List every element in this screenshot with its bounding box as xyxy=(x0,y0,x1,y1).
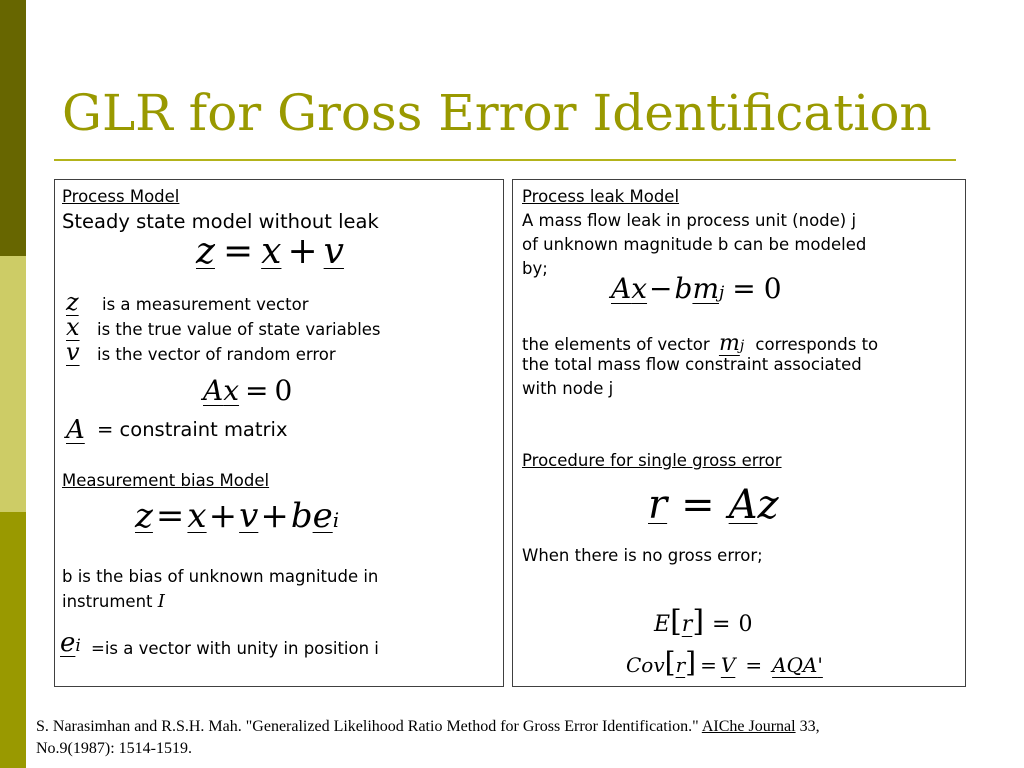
definition-z: is a measurement vector xyxy=(102,295,309,314)
process-leak-heading: Process leak Model xyxy=(522,187,680,206)
symbol-z: z xyxy=(66,288,79,316)
symbol-e-i: ei xyxy=(60,628,81,658)
symbol-x: x xyxy=(66,313,80,341)
citation-journal-link[interactable]: AIChe Journal xyxy=(701,718,796,735)
vector-description-line3: with node j xyxy=(522,379,614,398)
vector-description-line1: the elements of vector mj corresponds to xyxy=(522,331,879,356)
definition-v: is the vector of random error xyxy=(97,345,336,364)
sidebar-stripe xyxy=(0,0,26,768)
vector-description-line2: the total mass flow constraint associated xyxy=(522,355,862,374)
procedure-heading: Procedure for single gross error xyxy=(522,451,782,470)
measurement-bias-heading: Measurement bias Model xyxy=(62,471,270,490)
title-divider xyxy=(54,159,956,161)
bias-description-line2: instrument I xyxy=(62,591,165,612)
process-model-box xyxy=(54,179,504,687)
equation-covariance: Cov[r] = V = AQA' xyxy=(626,646,823,679)
leak-description-line3: by; xyxy=(522,259,548,278)
sidebar-stripe-middle xyxy=(0,256,26,512)
equation-constraint: Ax = 0 xyxy=(203,374,293,407)
steady-state-subheading: Steady state model without leak xyxy=(62,210,379,233)
leak-description-line2: of unknown magnitude b can be modeled xyxy=(522,235,867,254)
symbol-v: v xyxy=(66,338,80,366)
citation xyxy=(36,716,996,760)
equation-leak-model: Ax−bmj = 0 xyxy=(611,272,782,305)
citation-issue: No.9(1987): 1514-1519. xyxy=(36,740,192,757)
process-model-heading: Process Model xyxy=(62,187,180,206)
bias-description-line1: b is the bias of unknown magnitude in xyxy=(62,567,379,586)
definition-A: = constraint matrix xyxy=(97,418,288,441)
no-gross-error-text: When there is no gross error; xyxy=(522,546,763,565)
equation-expectation: E[r] = 0 xyxy=(654,604,753,639)
slide-title: GLR for Gross Error Identification xyxy=(62,84,932,142)
equation-bias-model: z=x+v+bei xyxy=(135,496,340,536)
sidebar-stripe-bottom xyxy=(0,512,26,768)
citation-text: S. Narasimhan and R.S.H. Mah. "Generalized Likelihood Ratio Method for Gross Error Identification." xyxy=(36,718,699,735)
definition-e-i: =is a vector with unity in position i xyxy=(91,639,379,658)
process-leak-box xyxy=(512,179,966,687)
sidebar-stripe-top xyxy=(0,0,26,256)
symbol-A: A xyxy=(66,415,85,445)
equation-measurement-model: z = x + v xyxy=(196,231,344,272)
equation-residual: r = Az xyxy=(648,482,779,528)
definition-x: is the true value of state variables xyxy=(97,320,381,339)
citation-volume: 33, xyxy=(799,718,820,735)
leak-description-line1: A mass flow leak in process unit (node) j xyxy=(522,211,857,230)
